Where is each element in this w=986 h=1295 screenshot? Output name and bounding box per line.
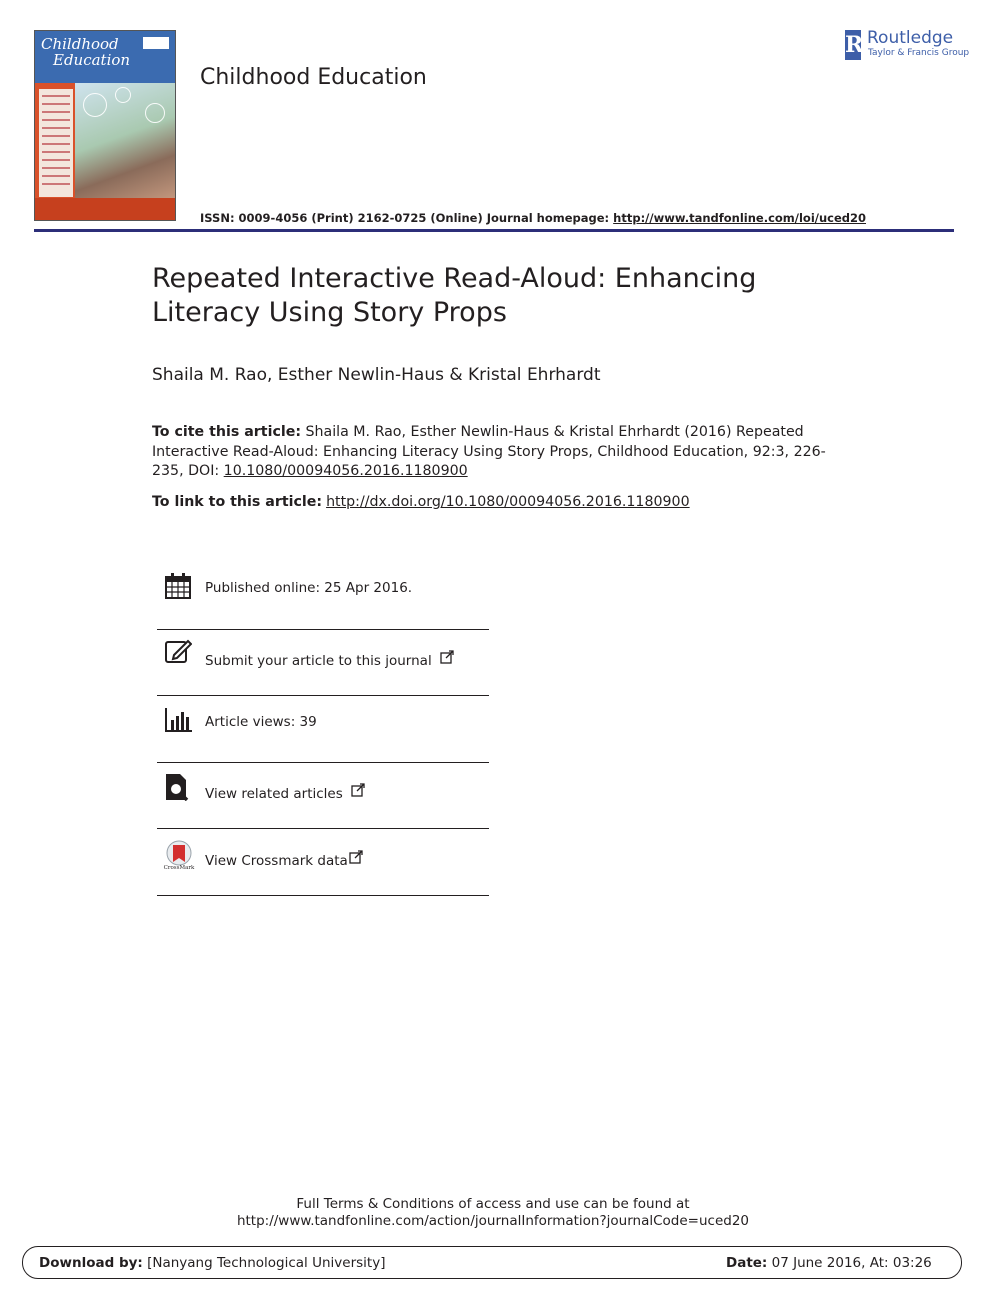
crossmark-icon — [163, 840, 195, 874]
doi-link[interactable]: 10.1080/00094056.2016.1180900 — [223, 463, 468, 479]
terms-line1: Full Terms & Conditions of access and use can be found at — [296, 1196, 690, 1212]
document-search-icon — [164, 773, 192, 801]
terms-notice — [0, 1196, 986, 1230]
edit-icon — [164, 638, 192, 666]
cover-issue-box — [143, 37, 169, 49]
calendar-icon — [164, 572, 192, 600]
cover-photo — [75, 83, 176, 201]
external-link-icon — [440, 650, 454, 664]
cover-title-line2: Education — [53, 51, 131, 69]
crossmark-link[interactable]: View Crossmark data — [205, 853, 348, 869]
submit-article-link[interactable]: Submit your article to this journal — [205, 653, 432, 669]
divider — [157, 695, 489, 696]
citation-block — [152, 423, 832, 482]
cover-title-line1: Childhood — [41, 35, 119, 53]
cover-contents-list — [39, 89, 73, 197]
article-authors: Shaila M. Rao, Esther Newlin-Haus & Kristal Ehrhardt — [152, 365, 601, 385]
download-date — [726, 1255, 932, 1271]
publisher-subtitle: Taylor & Francis Group — [868, 48, 970, 58]
external-link-icon — [351, 783, 365, 797]
article-link-line — [152, 494, 690, 510]
published-date: Published online: 25 Apr 2016. — [205, 580, 413, 596]
terms-url[interactable]: http://www.tandfonline.com/action/journalInformation?journalCode=uced20 — [236, 1213, 750, 1229]
cover-footer-band — [35, 198, 175, 220]
journal-title[interactable]: Childhood Education — [200, 65, 427, 90]
divider — [157, 895, 489, 896]
link-label: To link to this article: — [152, 494, 323, 510]
download-institution: [Nanyang Technological University] — [142, 1255, 386, 1271]
download-label: Download by: — [39, 1255, 143, 1271]
date-label: Date: — [726, 1255, 768, 1271]
bar-chart-icon — [164, 706, 192, 734]
divider — [157, 629, 489, 630]
cite-text: Shaila M. Rao, Esther Newlin-Haus & Kristal Ehrhardt (2016) Repeated Interactive Read-Aloud: Enhancing Literacy Using Story Props, Childhood Education, 92:3, 226-235, DOI: — [152, 424, 826, 479]
date-value: 07 June 2016, At: 03:26 — [767, 1255, 932, 1271]
issn-text: ISSN: 0009-4056 (Print) 2162-0725 (Online) Journal homepage: — [200, 211, 614, 225]
journal-cover-image — [34, 30, 176, 221]
divider — [157, 762, 489, 763]
download-info — [39, 1255, 385, 1271]
related-articles-link[interactable]: View related articles — [205, 786, 343, 802]
cite-label: To cite this article: — [152, 424, 302, 440]
header-divider — [34, 229, 954, 232]
issn-line — [200, 211, 866, 225]
crossmark-icon-caption: CrossMark — [163, 865, 195, 871]
publisher-name: Routledge — [867, 28, 954, 48]
article-views: Article views: 39 — [205, 714, 317, 730]
article-url-link[interactable]: http://dx.doi.org/10.1080/00094056.2016.1180900 — [326, 494, 690, 510]
external-link-icon — [349, 850, 363, 864]
journal-homepage-link[interactable]: http://www.tandfonline.com/loi/uced20 — [613, 211, 867, 225]
divider — [157, 828, 489, 829]
article-title: Repeated Interactive Read-Aloud: Enhancing Literacy Using Story Props — [152, 263, 757, 328]
download-footer — [22, 1246, 962, 1279]
routledge-r-icon: R — [845, 32, 864, 58]
